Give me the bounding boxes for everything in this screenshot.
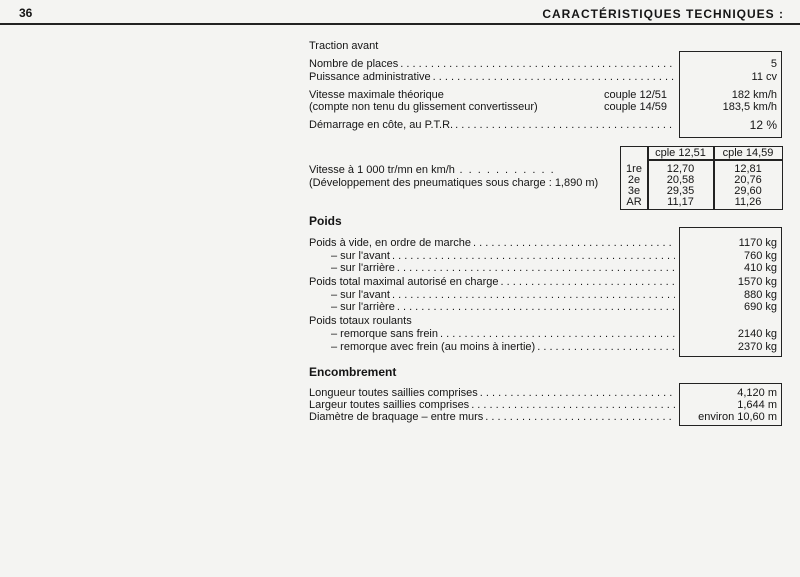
couple-1: couple 12/51 xyxy=(604,89,667,101)
poids-row: – sur l'avant . . . xyxy=(309,250,675,263)
gears-col-header: cple 14,59 xyxy=(722,147,774,159)
poids-row: – sur l'arrière . . . xyxy=(309,301,675,314)
gears-col-header: cple 12,51 xyxy=(655,147,706,159)
traction-title: Traction avant xyxy=(309,40,379,52)
gear-label: 1re xyxy=(626,163,642,175)
poids-value: 2370 kg xyxy=(737,341,777,353)
poids-row: Poids totaux roulants xyxy=(309,315,412,327)
row-label: Démarrage en côte, au P.T.R. xyxy=(309,119,454,131)
encombrement-row: Longueur toutes saillies comprises . . . xyxy=(309,387,675,400)
poids-row: Poids à vide, en ordre de marche . . . xyxy=(309,237,675,250)
poids-value: 1170 kg xyxy=(738,237,777,249)
row-puissance xyxy=(309,71,675,84)
poids-value: 760 kg xyxy=(743,250,777,262)
row-label: Nombre de places xyxy=(309,58,399,70)
gear-label: 3e xyxy=(627,185,641,197)
row-label: Puissance administrative xyxy=(309,71,431,83)
gear-value: 12,81 xyxy=(734,163,762,175)
row-nombre-places xyxy=(309,58,675,71)
gear-label: AR xyxy=(626,196,642,208)
gears-label: Vitesse à 1 000 tr/mn en km/h . . . . . . . . . . . xyxy=(309,164,556,176)
poids-value: 880 kg xyxy=(743,289,777,301)
poids-row: – sur l'arrière . . . xyxy=(309,262,675,275)
vitesse-max-note: (compte non tenu du glissement convertisseur) xyxy=(309,101,538,113)
row-value: 12 % xyxy=(749,118,777,132)
vitesse-max-value-2: 183,5 km/h xyxy=(722,101,777,113)
header-rule xyxy=(0,23,800,25)
encombrement-value: environ 10,60 m xyxy=(698,411,777,423)
poids-row: – sur l'avant . . . xyxy=(309,289,675,302)
encombrement-value: 1,644 m xyxy=(737,399,777,411)
poids-value: 410 kg xyxy=(743,262,777,274)
row-value: 5 xyxy=(770,58,777,70)
poids-value: 690 kg xyxy=(743,301,777,313)
page-number: 36 xyxy=(19,6,33,20)
gear-value: 29,60 xyxy=(734,185,762,197)
encombrement-value: 4,120 m xyxy=(737,387,777,399)
gear-value: 12,70 xyxy=(666,163,695,175)
poids-value: 2140 kg xyxy=(737,328,777,340)
gear-value: 29,35 xyxy=(666,185,695,197)
couple-2: couple 14/59 xyxy=(604,101,667,113)
poids-row: – remorque avec frein (au moins à inertie) . . . xyxy=(309,341,675,354)
poids-value: 1570 kg xyxy=(737,276,777,288)
gear-value: 11,26 xyxy=(734,196,762,208)
encombrement-row: Largeur toutes saillies comprises . . . xyxy=(309,399,675,412)
gear-label: 2e xyxy=(627,174,641,186)
gear-value: 20,76 xyxy=(734,174,762,186)
section-title: CARACTÉRISTIQUES TECHNIQUES : xyxy=(542,7,784,21)
poids-row: Poids total maximal autorisé en charge . . . xyxy=(309,276,675,289)
encombrement-row: Diamètre de braquage – entre murs . . . xyxy=(309,411,675,424)
gear-value: 11,17 xyxy=(667,196,694,208)
row-value: 11 cv xyxy=(751,71,777,83)
gear-value: 20,58 xyxy=(666,174,695,186)
vitesse-max-label: Vitesse maximale théorique xyxy=(309,89,444,101)
encombrement-title: Encombrement xyxy=(309,365,397,379)
row-demarrage xyxy=(309,119,675,132)
gears-note: (Développement des pneumatiques sous charge : 1,890 m) xyxy=(309,177,599,189)
vitesse-max-value-1: 182 km/h xyxy=(731,89,777,101)
poids-row: – remorque sans frein . . . xyxy=(309,328,675,341)
poids-title: Poids xyxy=(309,214,342,228)
